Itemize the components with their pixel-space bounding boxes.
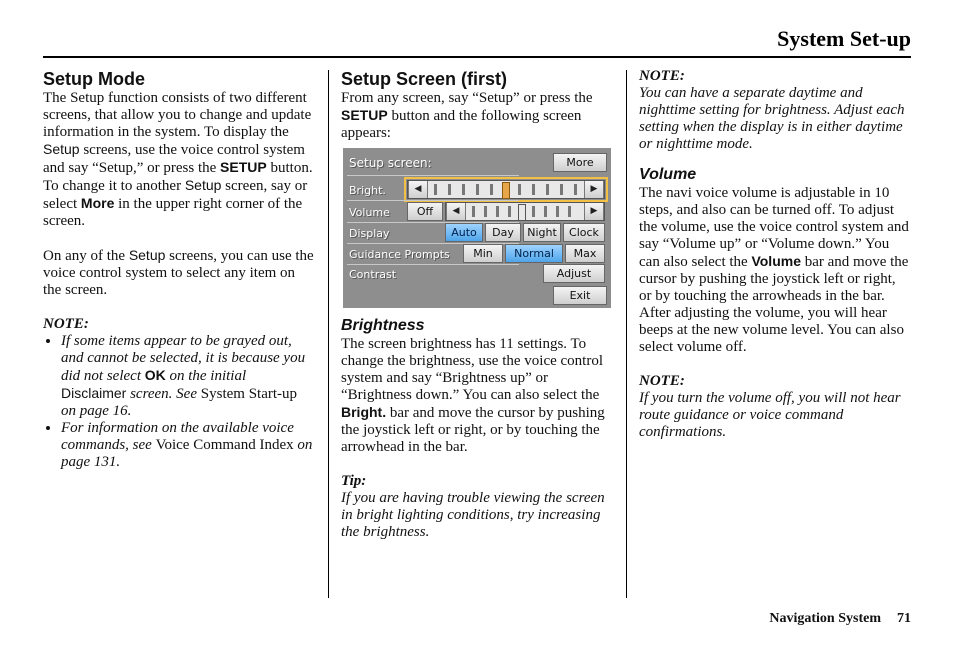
display-clock-button[interactable]: Clock (563, 223, 605, 242)
footer-label: Navigation System (769, 611, 881, 626)
setup-screen-intro: From any screen, say “Setup” or press the SETUP button and the following screen appears: (341, 90, 593, 141)
exit-button[interactable]: Exit (553, 286, 607, 305)
column-1 (43, 68, 315, 471)
volume-heading: Volume (639, 166, 697, 183)
page-title: System Set-up (777, 26, 911, 51)
page-number: 71 (897, 611, 911, 626)
volume-paragraph: The navi voice volume is adjustable in 10 steps, and also can be turned off. To adjust the volume, use the voice control system and say “Volume up” or “Volume down.” You can also select the Volume bar and move the cursor by pushing the joystick left or right, or by touching the arrowheads in the bar. After adjusting the volume, you will hear beeps at the new volume level. You can also select volume off. (639, 185, 909, 355)
brightness-right-arrow[interactable]: ▶ (584, 181, 604, 198)
note1-text: You can have a separate daytime and nighttime setting for brightness. Adjust each setting when the display is in either daytime or nighttime mode. (639, 85, 905, 152)
more-button[interactable]: More (553, 153, 607, 172)
guidance-normal-button[interactable]: Normal (505, 244, 563, 263)
note2-text: If you turn the volume off, you will not hear route guidance or voice command confirmations. (639, 390, 901, 440)
brightness-cursor[interactable] (502, 182, 510, 199)
volume-off-button[interactable]: Off (407, 202, 443, 221)
column-divider-1 (328, 70, 329, 598)
bright-label: Bright. (349, 184, 386, 197)
note-bullet-2: • For information on the available voice commands, see Voice Command Index on page 131. (61, 420, 315, 471)
setup-screen-image (343, 148, 611, 308)
note2-label: NOTE: (639, 373, 685, 389)
guidance-prompts-label: Guidance Prompts (349, 248, 450, 261)
guidance-min-button[interactable]: Min (463, 244, 503, 263)
column-3 (639, 68, 911, 441)
note-bullet-1: • If some items appear to be grayed out, and cannot be selected, it is because you did not select OK on the initial Disclaimer screen. See System Start-up on page 16. (61, 333, 315, 420)
header-rule (43, 56, 911, 58)
tip-label: Tip: (341, 473, 367, 489)
note-list (43, 333, 315, 471)
display-day-button[interactable]: Day (485, 223, 521, 242)
volume-right-arrow[interactable]: ▶ (584, 203, 604, 220)
tip-text: If you are having trouble viewing the screen in bright lighting conditions, try increasing the brightness. (341, 490, 605, 540)
note1-label: NOTE: (639, 68, 685, 84)
display-auto-button[interactable]: Auto (445, 223, 483, 242)
setup-mode-paragraph-1: The Setup function consists of two different screens, that allow you to change and update information in the system. To display the Setup screens, use the voice control system and say “Setup,” or press the SETUP button. To change it to another Setup screen, say or select More in the upper right corner of the screen. (43, 90, 313, 229)
page-footer (769, 611, 911, 627)
contrast-label: Contrast (349, 268, 397, 281)
column-divider-2 (626, 70, 627, 598)
screen-title: Setup screen: (349, 156, 432, 170)
setup-mode-heading: Setup Mode (43, 69, 145, 89)
contrast-adjust-button[interactable]: Adjust (543, 264, 605, 283)
brightness-left-arrow[interactable]: ◀ (408, 181, 428, 198)
guidance-max-button[interactable]: Max (565, 244, 605, 263)
brightness-bar[interactable] (407, 180, 605, 199)
brightness-heading: Brightness (341, 317, 425, 334)
display-night-button[interactable]: Night (523, 223, 561, 242)
column-2 (341, 68, 613, 541)
display-label: Display (349, 227, 390, 240)
volume-cursor[interactable] (518, 204, 526, 221)
setup-screen-heading: Setup Screen (first) (341, 69, 508, 89)
brightness-paragraph: The screen brightness has 11 settings. To change the brightness, use the voice control system and say “Brightness up” or “Brightness down.” You can also select the Bright. bar and move the cursor by pushing the joystick left or right, or by touching the arrowhead in the bar. (341, 336, 605, 455)
note-label: NOTE: (43, 316, 89, 332)
volume-bar[interactable] (445, 202, 605, 221)
volume-left-arrow[interactable]: ◀ (446, 203, 466, 220)
setup-mode-paragraph-2: On any of the Setup screens, you can use the voice control system to select any item on the screen. (43, 247, 314, 298)
volume-label: Volume (349, 206, 390, 219)
